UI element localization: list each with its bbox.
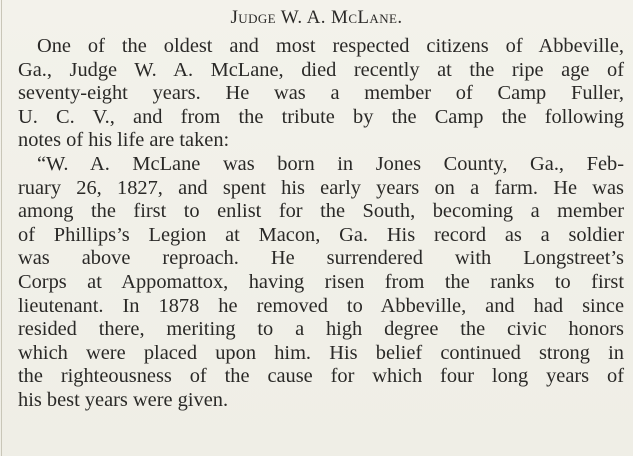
paragraph-line: the righteousness of the cause for which four long years of (18, 365, 624, 388)
paragraph-line: of Phillips’s Legion at Macon, Ga. His record as a soldier (18, 223, 624, 246)
paragraph-line: Corps at Appomattox, having risen from the ranks to first (18, 270, 624, 293)
paragraph-line: was above reproach. He surrendered with Longstreet’s (18, 247, 624, 270)
paragraph-line: “W. A. McLane was born in Jones County, Ga., Feb- (37, 152, 624, 175)
page-edge-line (1, 0, 2, 456)
paragraph-2 (18, 153, 624, 413)
paragraph-line: U. C. V., and from the tribute by the Camp the following (18, 105, 624, 128)
paragraph-line: Ga., Judge W. A. McLane, died recently at the ripe age of (18, 58, 624, 81)
paragraph-line: among the first to enlist for the South, becoming a member (18, 200, 624, 223)
article-title: Judge W. A. McLane. (230, 7, 403, 28)
paragraph-line: lieutenant. In 1878 he removed to Abbeville, and had since (18, 294, 624, 317)
paragraph-line: notes of his life are taken: (18, 129, 230, 152)
paragraph-line: which were placed upon him. His belief continued strong in (18, 341, 624, 364)
article-body (18, 35, 624, 413)
paragraph-line: resided there, meriting to a high degree the civic honors (18, 318, 624, 341)
paragraph-line: seventy-eight years. He was a member of Camp Fuller, (18, 82, 624, 105)
paragraph-line: ruary 26, 1827, and spent his early years on a farm. He was (18, 176, 624, 199)
paragraph-line: his best years were given. (18, 388, 229, 411)
paragraph-1 (18, 35, 624, 153)
paragraph-line: One of the oldest and most respected citizens of Abbeville, (37, 35, 624, 57)
